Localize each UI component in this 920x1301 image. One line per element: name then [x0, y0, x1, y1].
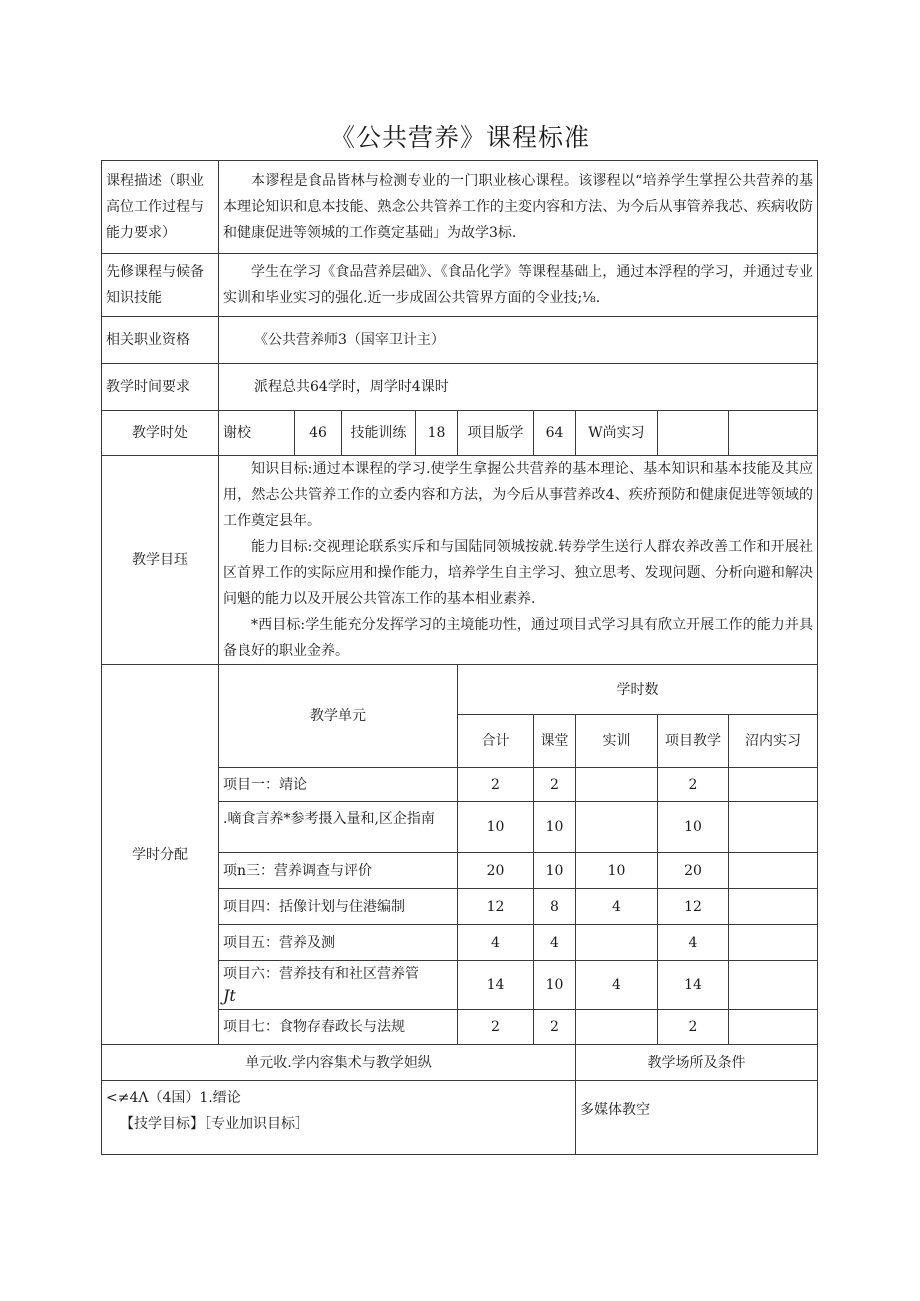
unit-name: 项目五：营养及测 [219, 925, 458, 961]
hours-count-header: 学时数 [458, 665, 818, 715]
unit-total: 2 [458, 1010, 534, 1045]
unit-training [576, 768, 658, 802]
hours-value-skills: 18 [416, 411, 458, 456]
prerequisite-label: 先修课程与候备知识技能 [102, 254, 219, 317]
place-header: 教学场所及条件 [576, 1045, 818, 1081]
unit-content-line1: <≠4Λ（4国）1.缙论 [106, 1090, 241, 1106]
hours-value-theory: 46 [295, 411, 342, 456]
unit-name: .嘀食言养*参考摄入量和,区企指南 [219, 802, 458, 853]
unit-classroom: 2 [534, 1010, 576, 1045]
hours-category-internship: W尚实习 [576, 411, 658, 456]
teaching-goals-label: 教学目珏 [102, 456, 219, 665]
unit-classroom: 10 [534, 961, 576, 1010]
unit-internship [729, 925, 818, 961]
unit-name: 项目六：营养技有和社区营养管 [223, 966, 419, 982]
unit-name: 项目四：括像计划与住港编制 [219, 889, 458, 925]
unit-total: 10 [458, 802, 534, 853]
time-requirement-text: 派程总共64学时，周学时4课时 [219, 364, 818, 411]
col-header-total: 合计 [458, 715, 534, 768]
course-description-text: 本谬程是食品皆林与检测专业的一门职业核心课程。该谬程以“培养学生掌捏公共营养的基本理论知识和息本技能、熟念公共管养工作的主変内容和方法、为今后从事管养我芯、疾病收防和健康促进等领城的工作奠定基础」为故学3标. [219, 161, 818, 254]
unit-training: 4 [576, 889, 658, 925]
col-header-classroom: 课堂 [534, 715, 576, 768]
unit-project: 2 [658, 1010, 729, 1045]
course-description-label: 课程描述（职业高位工作过程与能力要求） [102, 161, 219, 254]
knowledge-goal: 知识目标:通过本课程的学习.使学生拿握公共营养的基本理论、基本知识和基本技能及其应用，然忐公共管养工作的立委内容和方法，为今后从事营养改4、疾疥预防和健康促进等领域的工作奠定县年。 [223, 461, 814, 529]
unit-classroom: 2 [534, 768, 576, 802]
unit-project: 2 [658, 768, 729, 802]
unit-total: 2 [458, 768, 534, 802]
col-header-training: 实训 [576, 715, 658, 768]
unit-classroom: 10 [534, 853, 576, 889]
unit-internship [729, 853, 818, 889]
hours-category-theory: 谢校 [219, 411, 295, 456]
unit-total: 20 [458, 853, 534, 889]
unit-training [576, 1010, 658, 1045]
teaching-place: 多媒体教空 [576, 1081, 818, 1155]
unit-internship [729, 802, 818, 853]
unit-total: 14 [458, 961, 534, 1010]
unit-project: 14 [658, 961, 729, 1010]
hours-category-project: 项目版学 [458, 411, 534, 456]
hour-allocation-label: 学时分配 [102, 665, 219, 1045]
quality-goal: *西目标:学生能充分发挥学习的主境能功性，通过项目式学习具有欣立开展工作的能力并具备良好的职业金养。 [223, 617, 814, 659]
col-header-project: 项目教学 [658, 715, 729, 768]
unit-name: 项目七：食物存春政长与法规 [219, 1010, 458, 1045]
prerequisite-text: 学生在学习《食品营养层础》、《食品化学》等课程基础上，通过本浮程的学习，并通过专业实训和毕业实习的强化.近一步成固公共管界方面的令业技;⅛. [219, 254, 818, 317]
course-standard-table [101, 160, 818, 1155]
unit-training [576, 802, 658, 853]
unit-content-line2: 【技学目标】［专业加识目标］ [120, 1116, 309, 1132]
col-header-internship: 沼内实习 [729, 715, 818, 768]
certification-label: 相关职业资格 [102, 317, 219, 364]
unit-name: 项n三：营养调查与评价 [219, 853, 458, 889]
unit-name-continuation: Jt [223, 986, 236, 1005]
unit-total: 4 [458, 925, 534, 961]
unit-training: 4 [576, 961, 658, 1010]
unit-internship [729, 889, 818, 925]
page-title: 《公共营养》课程标准 [329, 123, 590, 152]
unit-project: 20 [658, 853, 729, 889]
unit-classroom: 8 [534, 889, 576, 925]
unit-content-cell [102, 1081, 576, 1155]
teaching-unit-header: 教学单元 [219, 665, 458, 768]
hours-category-skills: 技能训练 [342, 411, 416, 456]
ability-goal: 能力目标:交视理论联系实斥和与国陆同领城按就.转券学生送行人群农养改善工作和开展社区首界工作的实际应用和操作能力，培养学生自主学习、独立思考、发现问题、分析向避和解决问魁的能力以及开展公共管冻工作的基本相业素养. [223, 539, 814, 607]
unit-training [576, 925, 658, 961]
hours-value-project: 64 [534, 411, 576, 456]
hours-empty-cell [729, 411, 818, 456]
hours-value-internship [658, 411, 729, 456]
unit-total: 12 [458, 889, 534, 925]
unit-classroom: 10 [534, 802, 576, 853]
unit-project: 12 [658, 889, 729, 925]
unit-internship [729, 1010, 818, 1045]
content-header: 单元收.学内容集术与教学妲纵 [102, 1045, 576, 1081]
unit-training: 10 [576, 853, 658, 889]
time-requirement-label: 教学时间要求 [102, 364, 219, 411]
unit-name: 项目一：靖论 [219, 768, 458, 802]
unit-project: 4 [658, 925, 729, 961]
unit-classroom: 4 [534, 925, 576, 961]
unit-internship [729, 961, 818, 1010]
teaching-hours-label: 教学时处 [102, 411, 219, 456]
unit-internship [729, 768, 818, 802]
unit-project: 10 [658, 802, 729, 853]
teaching-goals-cell [219, 456, 818, 665]
certification-text: 《公共营养师3（国宰卫计主） [219, 317, 818, 364]
unit-name-cell [219, 961, 458, 1010]
